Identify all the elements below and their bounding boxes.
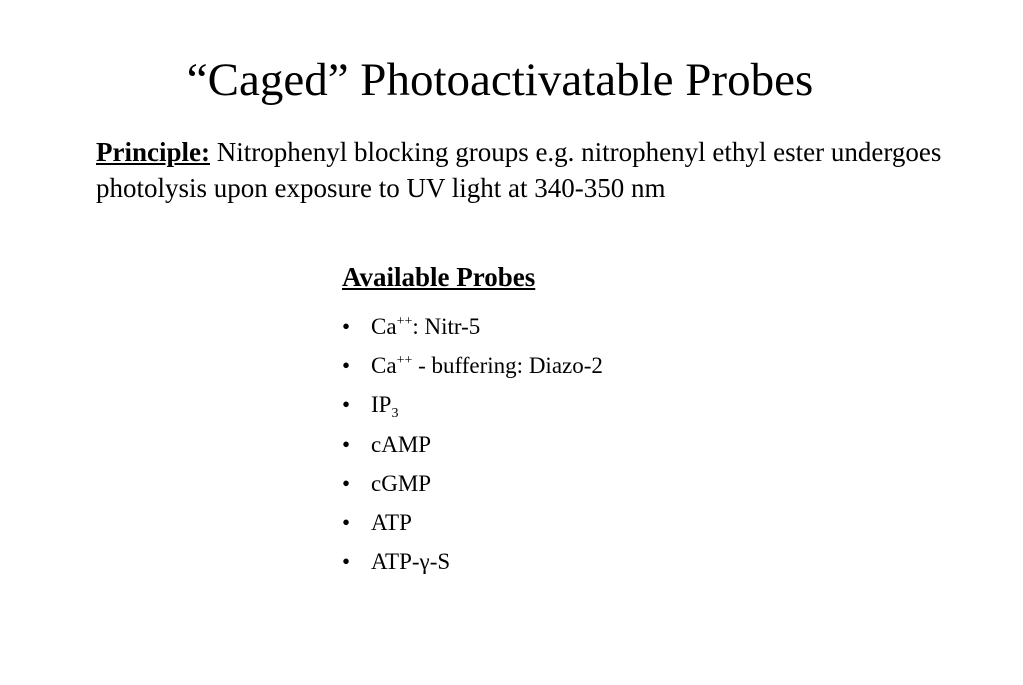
bullet-icon: • (342, 509, 351, 535)
probe-item (342, 385, 603, 424)
probe-list (342, 307, 603, 581)
probe-item (342, 542, 603, 581)
principle-text: Nitrophenyl blocking groups e.g. nitrophenyl ethyl ester undergoes photolysis upon exposure to UV light at 340-350 nm (96, 137, 942, 203)
probe-base: Ca (371, 314, 397, 339)
bullet-icon: • (342, 549, 351, 575)
probe-rest: - buffering: Diazo-2 (412, 353, 603, 379)
probe-base: IP (371, 392, 392, 418)
probe-base: cAMP (371, 431, 432, 457)
probe-item (342, 464, 603, 503)
bullet-icon: • (342, 392, 351, 418)
probe-superscript: ++ (396, 353, 413, 369)
probe-superscript: ++ (396, 314, 413, 329)
probe-base: Ca (371, 353, 397, 379)
probe-item (342, 425, 603, 464)
probe-rest: : Nitr-5 (412, 314, 481, 339)
probe-item (342, 503, 603, 542)
bullet-icon: • (342, 353, 351, 379)
probe-item (342, 346, 603, 385)
probe-item (342, 307, 603, 346)
probe-base: ATP (371, 509, 412, 535)
principle-paragraph (96, 134, 976, 206)
probe-subscript: 3 (391, 406, 399, 422)
bullet-icon: • (342, 470, 351, 496)
probe-base: ATP-γ-S (371, 549, 451, 575)
bullet-icon: • (342, 314, 351, 339)
principle-label: Principle: (96, 137, 210, 167)
bullet-icon: • (342, 431, 351, 457)
available-probes-heading: Available Probes (342, 262, 536, 292)
slide-title: “Caged” Photoactivatable Probes (186, 54, 814, 106)
probe-base: cGMP (371, 470, 432, 496)
